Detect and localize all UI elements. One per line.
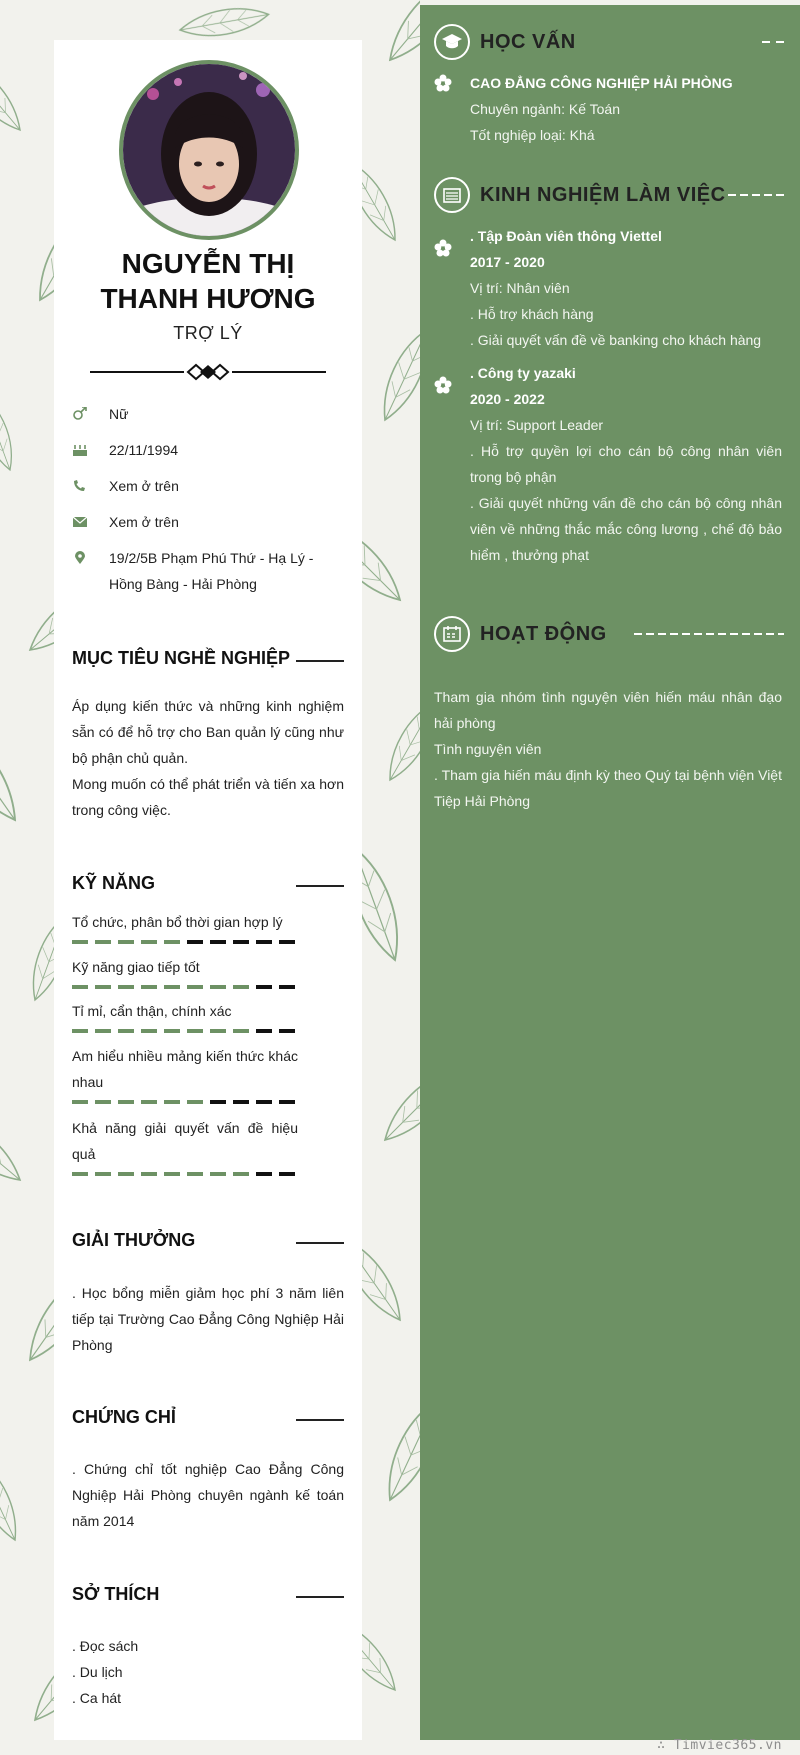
skill-dash-filled	[72, 1029, 88, 1033]
heading-rule	[296, 660, 344, 662]
hobby-item: . Du lịch	[72, 1664, 123, 1680]
heading-rule	[296, 1242, 344, 1244]
avatar-portrait-image	[123, 64, 295, 236]
skill-dash-filled	[72, 1172, 88, 1176]
gender-icon	[72, 407, 88, 421]
skill-level-bar	[72, 985, 298, 989]
awards-heading	[72, 1230, 344, 1256]
skill-dash-empty	[210, 1100, 226, 1104]
job-title: TRỢ LÝ	[173, 323, 243, 343]
education-heading	[434, 24, 784, 64]
skill-dash-filled	[141, 940, 157, 944]
job-company: . Tập Đoàn viên thông Viettel	[470, 228, 662, 244]
candidate-name	[54, 246, 362, 316]
skill-dash-filled	[187, 1172, 203, 1176]
skill-dash-filled	[95, 1100, 111, 1104]
skill-dash-empty	[233, 1100, 249, 1104]
skill-label: Tổ chức, phân bổ thời gian hợp lý	[72, 914, 283, 930]
hobby-item: . Đọc sách	[72, 1638, 139, 1654]
objective-heading-text: MỤC TIÊU NGHỀ NGHIỆP	[72, 648, 291, 668]
hobby-item: . Ca hát	[72, 1690, 122, 1706]
skill-dash-filled	[118, 1100, 134, 1104]
activity-line: Tham gia nhóm tình nguyện viên hiến máu nhân đạo hải phòng	[434, 689, 782, 731]
skill-dash-filled	[141, 1172, 157, 1176]
skill-level-bar	[72, 1172, 298, 1176]
job-duty: . Giải quyết vấn đề về banking cho khách hàng	[470, 332, 762, 348]
skill-dash-empty	[256, 985, 272, 989]
name-line-1: NGUYỄN THỊ	[121, 248, 295, 279]
job-period: 2017 - 2020	[470, 254, 545, 270]
skill-dash-empty	[210, 940, 226, 944]
hobbies-heading	[72, 1584, 344, 1610]
flower-bullet-icon	[434, 376, 452, 394]
skill-dash-empty	[256, 1029, 272, 1033]
skill-dash-filled	[210, 1029, 226, 1033]
skill-dash-filled	[141, 1029, 157, 1033]
graduation-cap-icon	[441, 33, 463, 51]
skill-dash-filled	[164, 940, 180, 944]
skill-dash-empty	[233, 940, 249, 944]
activities-heading-text: HOẠT ĐỘNG	[480, 623, 607, 645]
skill-dash-filled	[72, 940, 88, 944]
education-major: Chuyên ngành: Kế Toán	[470, 101, 620, 117]
skill-dash-filled	[141, 985, 157, 989]
education-icon-circle	[434, 24, 470, 60]
skill-dash-empty	[279, 985, 295, 989]
skill-dash-empty	[187, 940, 203, 944]
skills-heading	[72, 873, 344, 899]
awards-heading-text: GIẢI THƯỞNG	[72, 1230, 196, 1250]
activity-line: Tình nguyện viên	[434, 741, 542, 757]
skill-dash-empty	[279, 1172, 295, 1176]
objective-line-1: Áp dụng kiến thức và những kinh nghiệm sẵn có để hỗ trợ cho Ban quản lý cũng như bộ phận chủ quản.	[72, 698, 344, 766]
skill-dash-empty	[256, 1100, 272, 1104]
flower-bullet-icon	[434, 74, 452, 92]
briefcase-icon	[442, 186, 462, 204]
education-details	[470, 70, 782, 148]
gender-text: Nữ	[109, 406, 129, 422]
skill-level-bar	[72, 940, 298, 944]
skill-dash-filled	[72, 985, 88, 989]
heading-rule	[296, 1419, 344, 1421]
skill-dash-filled	[187, 1029, 203, 1033]
map-pin-icon	[72, 551, 88, 565]
skill-dash-filled	[187, 1100, 203, 1104]
flower-bullet-icon	[434, 239, 452, 257]
avatar	[119, 60, 299, 240]
skill-dash-filled	[210, 985, 226, 989]
skill-dash-filled	[118, 940, 134, 944]
skills-heading-text: KỸ NĂNG	[72, 873, 156, 893]
job-entry	[470, 223, 782, 353]
job-position: Vị trí: Nhân viên	[470, 280, 570, 296]
job-period: 2020 - 2022	[470, 391, 545, 407]
name-divider	[90, 362, 326, 382]
heading-dashes	[762, 41, 784, 43]
skill-dash-filled	[72, 1100, 88, 1104]
birthday-cake-icon	[72, 443, 88, 457]
skill-dash-filled	[164, 1172, 180, 1176]
heading-rule	[296, 1596, 344, 1598]
envelope-icon	[72, 515, 88, 529]
skill-level-bar	[72, 1029, 298, 1033]
certificates-heading	[72, 1407, 344, 1433]
skill-dash-filled	[95, 1029, 111, 1033]
skill-dash-filled	[141, 1100, 157, 1104]
objective-line-2: Mong muốn có thể phát triển và tiến xa hơn trong công việc.	[72, 776, 344, 818]
job-position: Vị trí: Support Leader	[470, 417, 604, 433]
skill-dash-empty	[279, 1100, 295, 1104]
skill-label: Tỉ mỉ, cẩn thận, chính xác	[72, 1003, 232, 1019]
job-duty: . Giải quyết những vấn đề cho cán bộ công nhân viên về những thắc mắc công lương , chế độ bảo hiểm , thưởng phạt	[470, 495, 782, 563]
skill-dash-empty	[256, 940, 272, 944]
skill-level-bar	[72, 1100, 298, 1104]
skill-dash-filled	[118, 985, 134, 989]
skill-dash-empty	[256, 1172, 272, 1176]
heading-dashes	[728, 194, 784, 196]
skill-dash-filled	[187, 985, 203, 989]
heading-rule	[296, 885, 344, 887]
experience-icon-circle	[434, 177, 470, 213]
education-grade: Tốt nghiệp loại: Khá	[470, 127, 595, 143]
experience-heading	[434, 177, 784, 217]
heading-dashes	[634, 633, 784, 635]
hobbies-list	[72, 1633, 344, 1711]
activities-text	[434, 684, 782, 814]
skill-dash-filled	[164, 985, 180, 989]
job-duty: . Hỗ trợ khách hàng	[470, 306, 594, 322]
skill-dash-empty	[279, 1029, 295, 1033]
phone-text: Xem ở trên	[109, 478, 179, 494]
skill-dash-filled	[164, 1029, 180, 1033]
school-name: CAO ĐẲNG CÔNG NGHIỆP HẢI PHÒNG	[470, 75, 733, 91]
job-company: . Công ty yazaki	[470, 365, 576, 381]
phone-icon	[72, 479, 88, 493]
activities-icon-circle	[434, 616, 470, 652]
skill-dash-filled	[233, 1172, 249, 1176]
skill-dash-filled	[95, 1172, 111, 1176]
education-heading-text: HỌC VẤN	[480, 31, 576, 53]
skill-dash-filled	[118, 1029, 134, 1033]
certificates-text: . Chứng chỉ tốt nghiệp Cao Đẳng Công Nghiệp Hải Phòng chuyên ngành kế toán năm 2014	[72, 1461, 344, 1529]
skill-label: Am hiểu nhiều mảng kiến thức khác nhau	[72, 1048, 298, 1090]
calendar-icon	[442, 625, 462, 643]
birthday-text: 22/11/1994	[109, 442, 179, 458]
skill-label: Kỹ năng giao tiếp tốt	[72, 959, 200, 975]
skill-dash-filled	[210, 1172, 226, 1176]
awards-text: . Học bổng miễn giảm học phí 3 năm liên tiếp tại Trường Cao Đẳng Công Nghiệp Hải Phòng	[72, 1285, 344, 1353]
activity-line: . Tham gia hiến máu định kỳ theo Quý tại bệnh viện Việt Tiệp Hải Phòng	[434, 767, 782, 809]
address-text: 19/2/5B Phạm Phú Thứ - Hạ Lý - Hồng Bàng - Hải Phòng	[109, 550, 314, 592]
name-line-2: THANH HƯƠNG	[100, 283, 316, 314]
skill-dash-filled	[95, 940, 111, 944]
watermark: ∴ Timviec365.vn	[657, 1738, 782, 1753]
hobbies-heading-text: SỞ THÍCH	[72, 1584, 160, 1604]
job-entry	[470, 360, 782, 568]
skill-dash-filled	[233, 1029, 249, 1033]
skill-dash-empty	[279, 940, 295, 944]
email-text: Xem ở trên	[109, 514, 179, 530]
skill-label: Khả năng giải quyết vấn đề hiệu quả	[72, 1120, 298, 1162]
certificates-heading-text: CHỨNG CHỈ	[72, 1407, 176, 1427]
experience-heading-text: KINH NGHIỆM LÀM VIỆC	[480, 184, 726, 206]
skill-dash-filled	[95, 985, 111, 989]
skill-dash-filled	[164, 1100, 180, 1104]
activities-heading	[434, 616, 784, 656]
skill-dash-filled	[233, 985, 249, 989]
skill-dash-filled	[118, 1172, 134, 1176]
objective-heading	[72, 648, 344, 674]
objective-text	[72, 693, 344, 823]
job-duty: . Hỗ trợ quyền lợi cho cán bộ công nhân viên trong bộ phận	[470, 443, 782, 485]
